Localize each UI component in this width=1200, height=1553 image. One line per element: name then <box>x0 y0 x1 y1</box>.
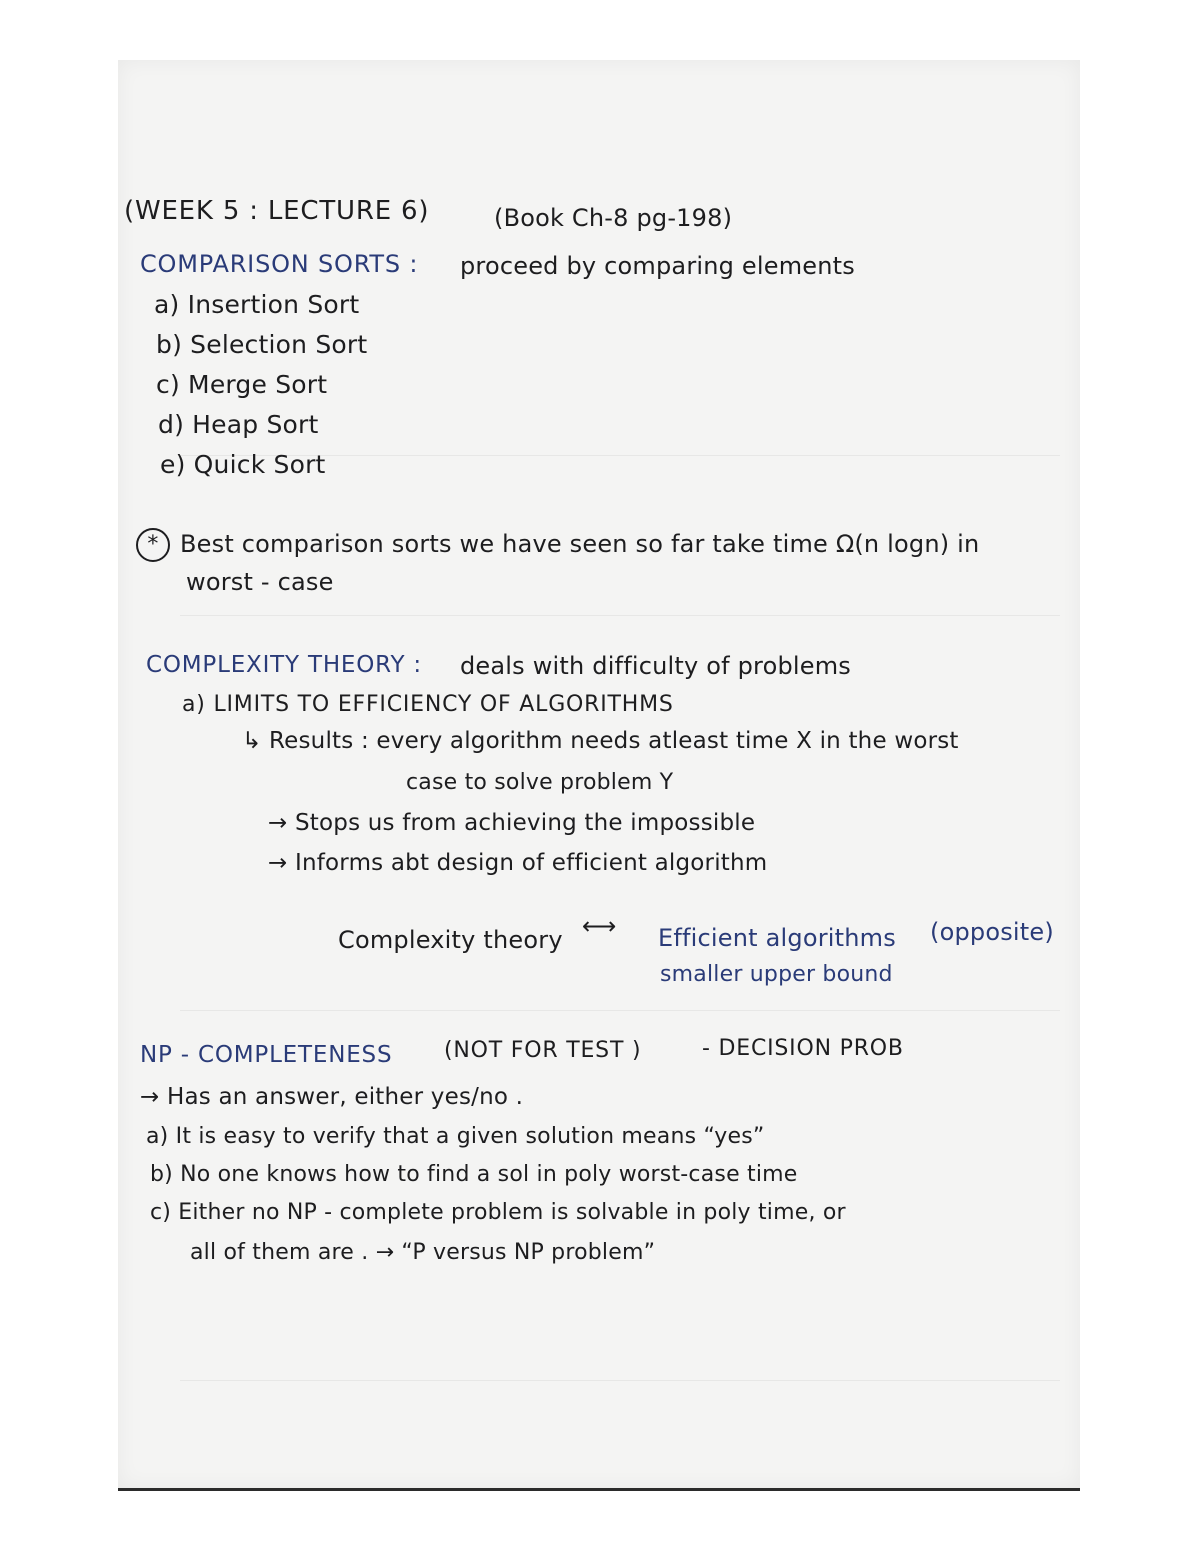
np-tag: - DECISION PROB <box>702 1036 904 1061</box>
starred-note <box>136 528 979 562</box>
note-line-2: worst - case <box>186 568 334 596</box>
results-bullet-1: → Stops us from achieving the impossible <box>268 810 756 836</box>
results-bullet-2: → Informs abt design of efficient algorithm <box>268 850 768 876</box>
np-item-a: a) It is easy to verify that a given solution means “yes” <box>146 1124 765 1149</box>
comparison-sorts-heading: COMPARISON SORTS : <box>140 250 419 278</box>
np-note: (NOT FOR TEST ) <box>444 1038 642 1063</box>
bleed-through-line <box>180 1010 1060 1011</box>
bleed-through-line <box>180 1380 1060 1381</box>
lecture-title: (WEEK 5 : LECTURE 6) <box>124 196 430 226</box>
note-line-1: Best comparison sorts we have seen so far take time Ω(n logn) in <box>180 530 980 558</box>
bleed-through-line <box>180 615 1060 616</box>
np-item-c-line-1: c) Either no NP - complete problem is solvable in poly time, or <box>150 1200 846 1225</box>
sort-item: d) Heap Sort <box>158 410 319 439</box>
np-item-b: b) No one knows how to find a sol in poly worst-case time <box>150 1162 798 1187</box>
comparison-sorts-definition: proceed by comparing elements <box>460 252 855 280</box>
complexity-subheading-a: a) LIMITS TO EFFICIENCY OF ALGORITHMS <box>182 692 674 717</box>
np-item-c-line-2: all of them are . → “P versus NP problem” <box>190 1240 656 1265</box>
relation-left: Complexity theory <box>338 926 563 954</box>
relation-sub: smaller upper bound <box>660 962 893 987</box>
results-line-2: case to solve problem Y <box>406 770 674 795</box>
relation-right: Efficient algorithms <box>658 924 896 952</box>
sort-item: b) Selection Sort <box>156 330 368 359</box>
complexity-theory-definition: deals with difficulty of problems <box>460 652 852 680</box>
results-line-1: ↳ Results : every algorithm needs atleast time X in the worst <box>242 728 959 754</box>
relation-note: (opposite) <box>930 918 1054 946</box>
np-line-1: → Has an answer, either yes/no . <box>140 1084 524 1110</box>
sort-item: a) Insertion Sort <box>154 290 360 319</box>
complexity-theory-heading: COMPLEXITY THEORY : <box>146 652 422 678</box>
star-icon: * <box>136 528 170 562</box>
np-heading: NP - COMPLETENESS <box>140 1042 393 1068</box>
double-arrow-icon: ⟷ <box>582 912 617 940</box>
book-reference: (Book Ch-8 pg-198) <box>494 204 733 232</box>
sort-item: c) Merge Sort <box>156 370 328 399</box>
sort-item: e) Quick Sort <box>160 450 326 479</box>
